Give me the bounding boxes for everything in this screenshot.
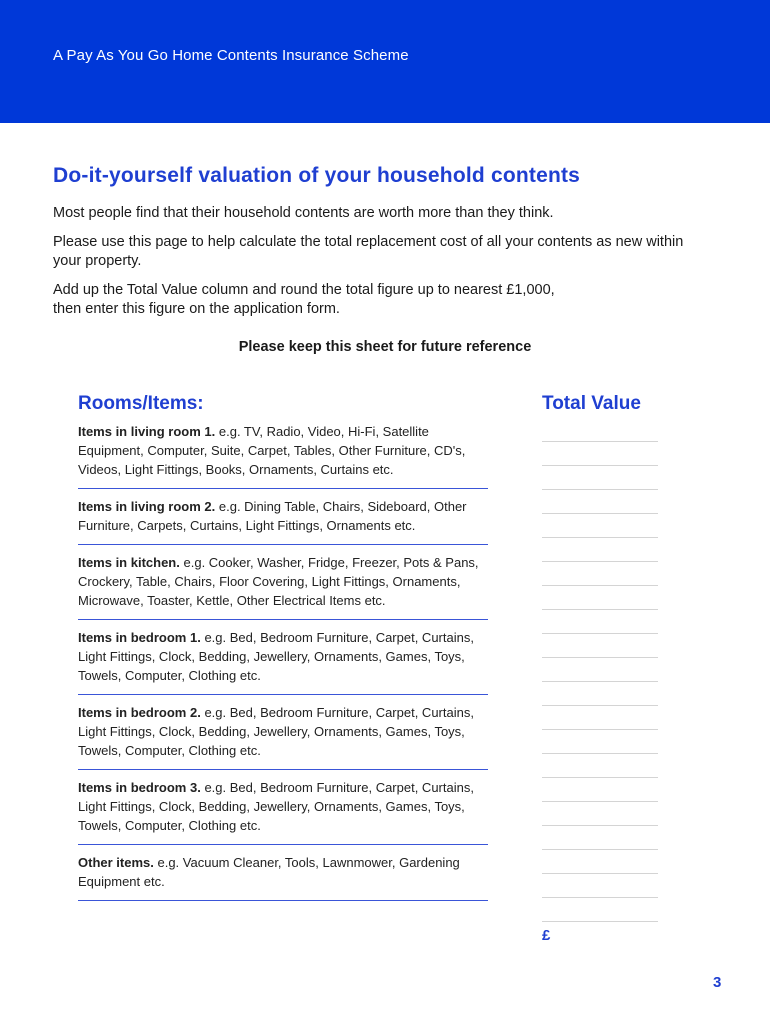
room-entry (78, 422, 488, 489)
room-examples: e.g. Bed, Bedroom Furniture, Carpet, Curtains, Light Fittings, Clock, Bedding, Jewellery, Ornaments, Games, Toys, Towels, Computer, Clothing etc. (78, 630, 474, 683)
room-examples: e.g. TV, Radio, Video, Hi-Fi, Satellite Equipment, Computer, Suite, Carpet, Tables, Other Furniture, CD's, Videos, Light Fittings, Books, Ornaments, Curtains etc. (78, 424, 466, 477)
value-entry-line[interactable] (542, 706, 658, 730)
value-entry-line[interactable] (542, 562, 658, 586)
intro-paragraph-3 (53, 281, 713, 319)
value-entry-line[interactable] (542, 874, 658, 898)
keep-sheet-note: Please keep this sheet for future reference (238, 339, 532, 355)
value-entry-line[interactable] (542, 586, 658, 610)
value-entry-line[interactable] (542, 682, 658, 706)
value-entry-line[interactable] (542, 490, 658, 514)
room-entry (78, 497, 488, 545)
total-value-heading: Total Value (542, 393, 641, 414)
room-entry (78, 703, 488, 770)
room-entry (78, 853, 488, 901)
room-entry (78, 553, 488, 620)
room-name: Items in living room 2. (78, 499, 216, 514)
scheme-title: A Pay As You Go Home Contents Insurance Scheme (53, 47, 409, 64)
page-title: Do-it-yourself valuation of your household contents (53, 164, 581, 187)
room-name: Items in bedroom 3. (78, 780, 201, 795)
room-entry (78, 778, 488, 845)
rooms-list (78, 422, 488, 909)
value-entry-line[interactable] (542, 658, 658, 682)
value-entry-line[interactable] (542, 802, 658, 826)
room-examples: e.g. Cooker, Washer, Fridge, Freezer, Pots & Pans, Crockery, Table, Chairs, Floor Covering, Light Fittings, Ornaments, Microwave, Toaster, Kettle, Other Electrical Items etc. (78, 555, 479, 608)
total-currency-symbol: £ (542, 927, 551, 944)
value-entry-line[interactable] (542, 634, 658, 658)
value-entry-line[interactable] (542, 754, 658, 778)
intro-paragraph-3-line1: Add up the Total Value column and round the total figure up to nearest £1,000, (53, 282, 555, 298)
value-entry-line[interactable] (542, 730, 658, 754)
value-entry-line[interactable] (542, 826, 658, 850)
room-entry (78, 628, 488, 695)
value-entry-line[interactable] (542, 898, 658, 922)
intro-paragraph-3-line2: then enter this figure on the application form. (53, 301, 340, 317)
header-banner (0, 0, 770, 123)
value-entry-line[interactable] (542, 610, 658, 634)
value-entry-line[interactable] (542, 466, 658, 490)
rooms-items-heading: Rooms/Items: (78, 393, 204, 414)
room-examples: e.g. Dining Table, Chairs, Sideboard, Other Furniture, Carpets, Curtains, Light Fittings, Ornaments etc. (78, 499, 467, 533)
intro-paragraph-2: Please use this page to help calculate the total replacement cost of all your contents as new within your property. (53, 234, 684, 269)
value-entry-line[interactable] (542, 778, 658, 802)
page-number: 3 (713, 974, 722, 991)
room-examples: e.g. Bed, Bedroom Furniture, Carpet, Curtains, Light Fittings, Clock, Bedding, Jewellery, Ornaments, Games, Toys, Towels, Computer, Clothing etc. (78, 780, 474, 833)
room-name: Items in living room 1. (78, 424, 216, 439)
room-examples: e.g. Bed, Bedroom Furniture, Carpet, Curtains, Light Fittings, Clock, Bedding, Jewellery, Ornaments, Games, Toys, Towels, Computer, Clothing etc. (78, 705, 474, 758)
room-name: Other items. (78, 855, 154, 870)
value-entry-line[interactable] (542, 538, 658, 562)
room-name: Items in bedroom 1. (78, 630, 201, 645)
value-entry-line[interactable] (542, 442, 658, 466)
value-entry-line[interactable] (542, 514, 658, 538)
intro-paragraph-1: Most people find that their household contents are worth more than they think. (53, 205, 554, 221)
room-name: Items in bedroom 2. (78, 705, 201, 720)
value-entry-line[interactable] (542, 850, 658, 874)
room-examples: e.g. Vacuum Cleaner, Tools, Lawnmower, Gardening Equipment etc. (78, 855, 460, 889)
value-entry-lines (542, 441, 658, 922)
room-name: Items in kitchen. (78, 555, 180, 570)
